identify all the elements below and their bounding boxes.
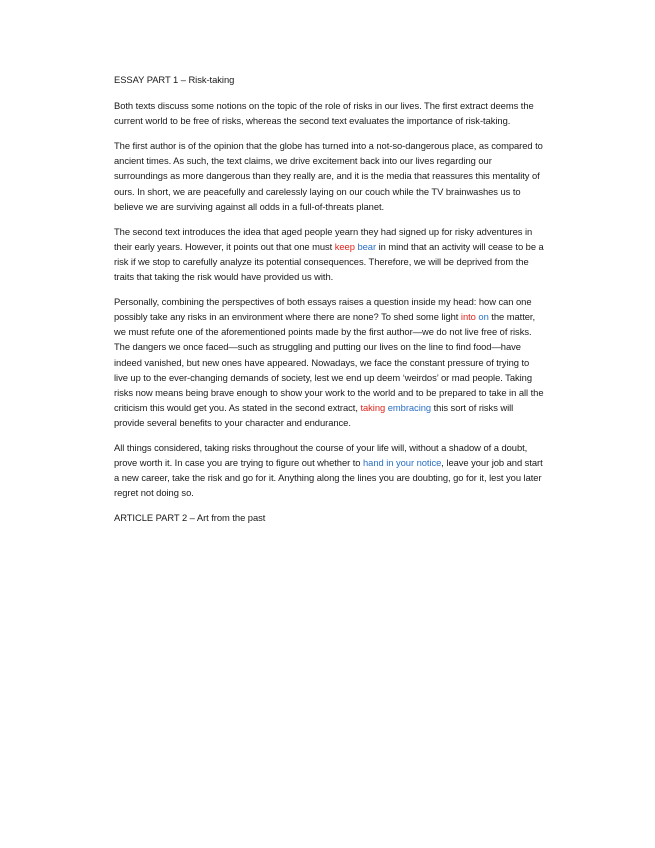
deleted-text: into <box>460 311 476 323</box>
document-body <box>114 72 544 536</box>
text-run: , leave your job and start a new career, take the risk and go for it. Anything along the lines you are doubting, go for it, lest you later regret not doing so. <box>114 457 543 499</box>
deleted-text: taking <box>360 401 386 413</box>
text-run: The first author is of the opinion that the globe has turned into a not-so-dangerous place, as compared to ancient times. As such, the text claims, we drive excitement back into our lives regarding our surroundings as more dangerous than they really are, and it is the media that reassures this mentality of ours. In short, we are peacefully and carelessly laying on our couch while the TV brainwashes us to believe we are surviving against all odds in a full-of-threats planet. <box>114 140 543 212</box>
essay-paragraph <box>114 224 544 284</box>
text-run: in mind that an activity will cease to be a risk if we stop to carefully analyze its potential consequences. Therefore, we will be deprived from the traits that taking the risk would have provided us with. <box>114 240 544 283</box>
text-run: Personally, combining the perspectives of both essays raises a question inside my head: how can one possibly take any risks in an environment where there are none? To shed some light <box>114 296 532 323</box>
essay-heading: ESSAY PART 1 – Risk-taking <box>114 74 235 85</box>
inserted-text: on <box>478 311 489 323</box>
inserted-text: hand in your notice <box>363 457 442 469</box>
essay-paragraphs <box>114 98 544 500</box>
text-run: All things considered, taking risks throughout the course of your life will, without a shadow of a doubt, prove worth it. In case you are trying to figure out whether to <box>114 441 528 469</box>
essay-paragraph <box>114 294 544 430</box>
essay-paragraph <box>114 98 544 128</box>
text-run: the matter, we must refute one of the aforementioned points made by the first author—we do not live free of risks. The dangers we once faced—such as struggling and putting our lives on the line to find food—have indeed vanished, but new ones have appeared. Nowadays, we face the constant pressure of trying to live up to the ever-changing demands of society, lest we end up deem ‘weirdos’ or mad people. Taking risks now means being brave enough to show your work to the world and to be prepared to take in all the criticism this would get you. As stated in the second extract, <box>114 311 544 413</box>
essay-paragraph <box>114 138 544 213</box>
text-run: this sort of risks will provide several benefits to your character and endurance. <box>114 401 514 428</box>
inserted-text: bear <box>357 240 377 252</box>
text-run: The second text introduces the idea that aged people yearn they had signed up for risky adventures in their early years. However, it points out that one must <box>114 225 533 252</box>
deleted-text: keep <box>334 240 355 252</box>
text-run: Both texts discuss some notions on the topic of the role of risks in our lives. The first extract deems the current world to be free of risks, whereas the second text evaluates the importance of risk-taking. <box>114 100 534 127</box>
article-heading: ARTICLE PART 2 – Art from the past <box>114 512 266 524</box>
inserted-text: embracing <box>387 401 432 413</box>
essay-paragraph <box>114 440 544 500</box>
